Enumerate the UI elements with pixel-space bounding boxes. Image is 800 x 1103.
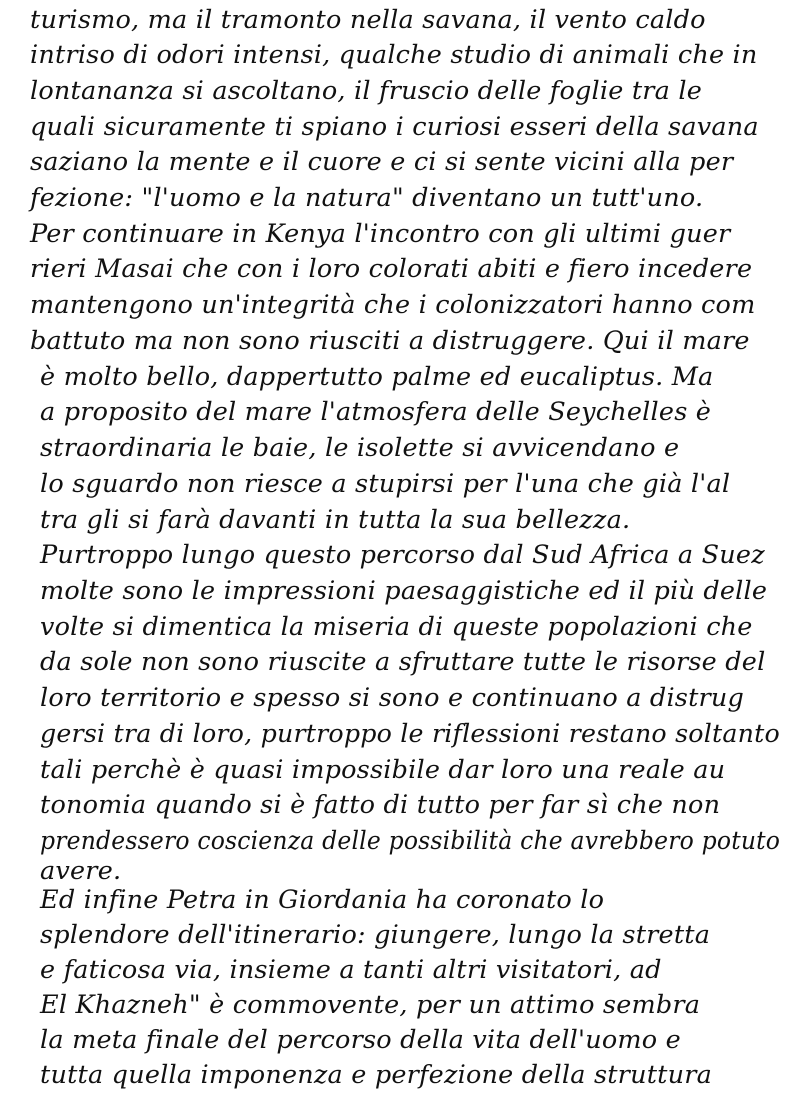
- text-line-31: tutta quella imponenza e perfezione della struttura: [40, 1060, 713, 1090]
- text-line-15: tra gli si farà davanti in tutta la sua bellezza.: [40, 505, 631, 535]
- text-line-9: mantengono un'integrità che i colonizzatori hanno com: [30, 290, 756, 320]
- text-line-30: la meta finale del percorso della vita dell'uomo e: [40, 1025, 681, 1055]
- text-line-3: lontananza si ascoltano, il fruscio delle foglie tra le: [30, 76, 703, 106]
- text-line-29: El Khazneh" è commovente, per un attimo sembra: [40, 990, 701, 1020]
- text-line-18: volte si dimentica la miseria di queste popolazioni che: [40, 612, 753, 642]
- text-line-13: straordinaria le baie, le isolette si avvicendano e: [40, 433, 680, 463]
- text-line-2: intriso di odori intensi, qualche studio di animali che in: [30, 40, 758, 70]
- text-line-27: splendore dell'itinerario: giungere, lungo la stretta: [40, 920, 711, 950]
- text-line-5: saziano la mente e il cuore e ci si sente vicini alla per: [30, 147, 734, 177]
- text-line-4: quali sicuramente ti spiano i curiosi esseri della savana: [30, 112, 759, 142]
- text-line-10: battuto ma non sono riusciti a distruggere. Qui il mare: [30, 326, 750, 356]
- text-line-23: tonomia quando si è fatto di tutto per far sì che non: [40, 790, 721, 820]
- text-line-22: tali perchè è quasi impossibile dar loro una reale au: [40, 755, 726, 785]
- text-line-6: fezione: "l'uomo e la natura" diventano un tutt'uno.: [30, 183, 704, 213]
- text-line-20: loro territorio e spesso si sono e continuano a distrug: [40, 683, 745, 713]
- text-line-8: rieri Masai che con i loro colorati abiti e fiero incedere: [30, 254, 753, 284]
- text-line-28: e faticosa via, insieme a tanti altri visitatori, ad: [40, 955, 662, 985]
- text-line-25: avere.: [40, 856, 122, 886]
- text-line-11: è molto bello, dappertutto palme ed eucaliptus. Ma: [40, 362, 714, 392]
- text-line-7: Per continuare in Kenya l'incontro con gli ultimi guer: [30, 219, 731, 249]
- text-line-14: lo sguardo non riesce a stupirsi per l'una che già l'al: [40, 469, 731, 499]
- text-line-24: prendessero coscienza delle possibilità che avrebbero potuto: [40, 826, 781, 856]
- text-line-17: molte sono le impressioni paesaggistiche ed il più delle: [40, 576, 768, 606]
- text-line-26: Ed infine Petra in Giordania ha coronato lo: [40, 885, 605, 915]
- text-line-19: da sole non sono riuscite a sfruttare tutte le risorse del: [40, 647, 766, 677]
- text-line-21: gersi tra di loro, purtroppo le riflessioni restano soltanto: [40, 719, 780, 749]
- text-line-16: Purtroppo lungo questo percorso dal Sud Africa a Suez: [40, 540, 765, 570]
- text-line-1: turismo, ma il tramonto nella savana, il vento caldo: [30, 5, 706, 35]
- text-line-12: a proposito del mare l'atmosfera delle Seychelles è: [40, 397, 712, 427]
